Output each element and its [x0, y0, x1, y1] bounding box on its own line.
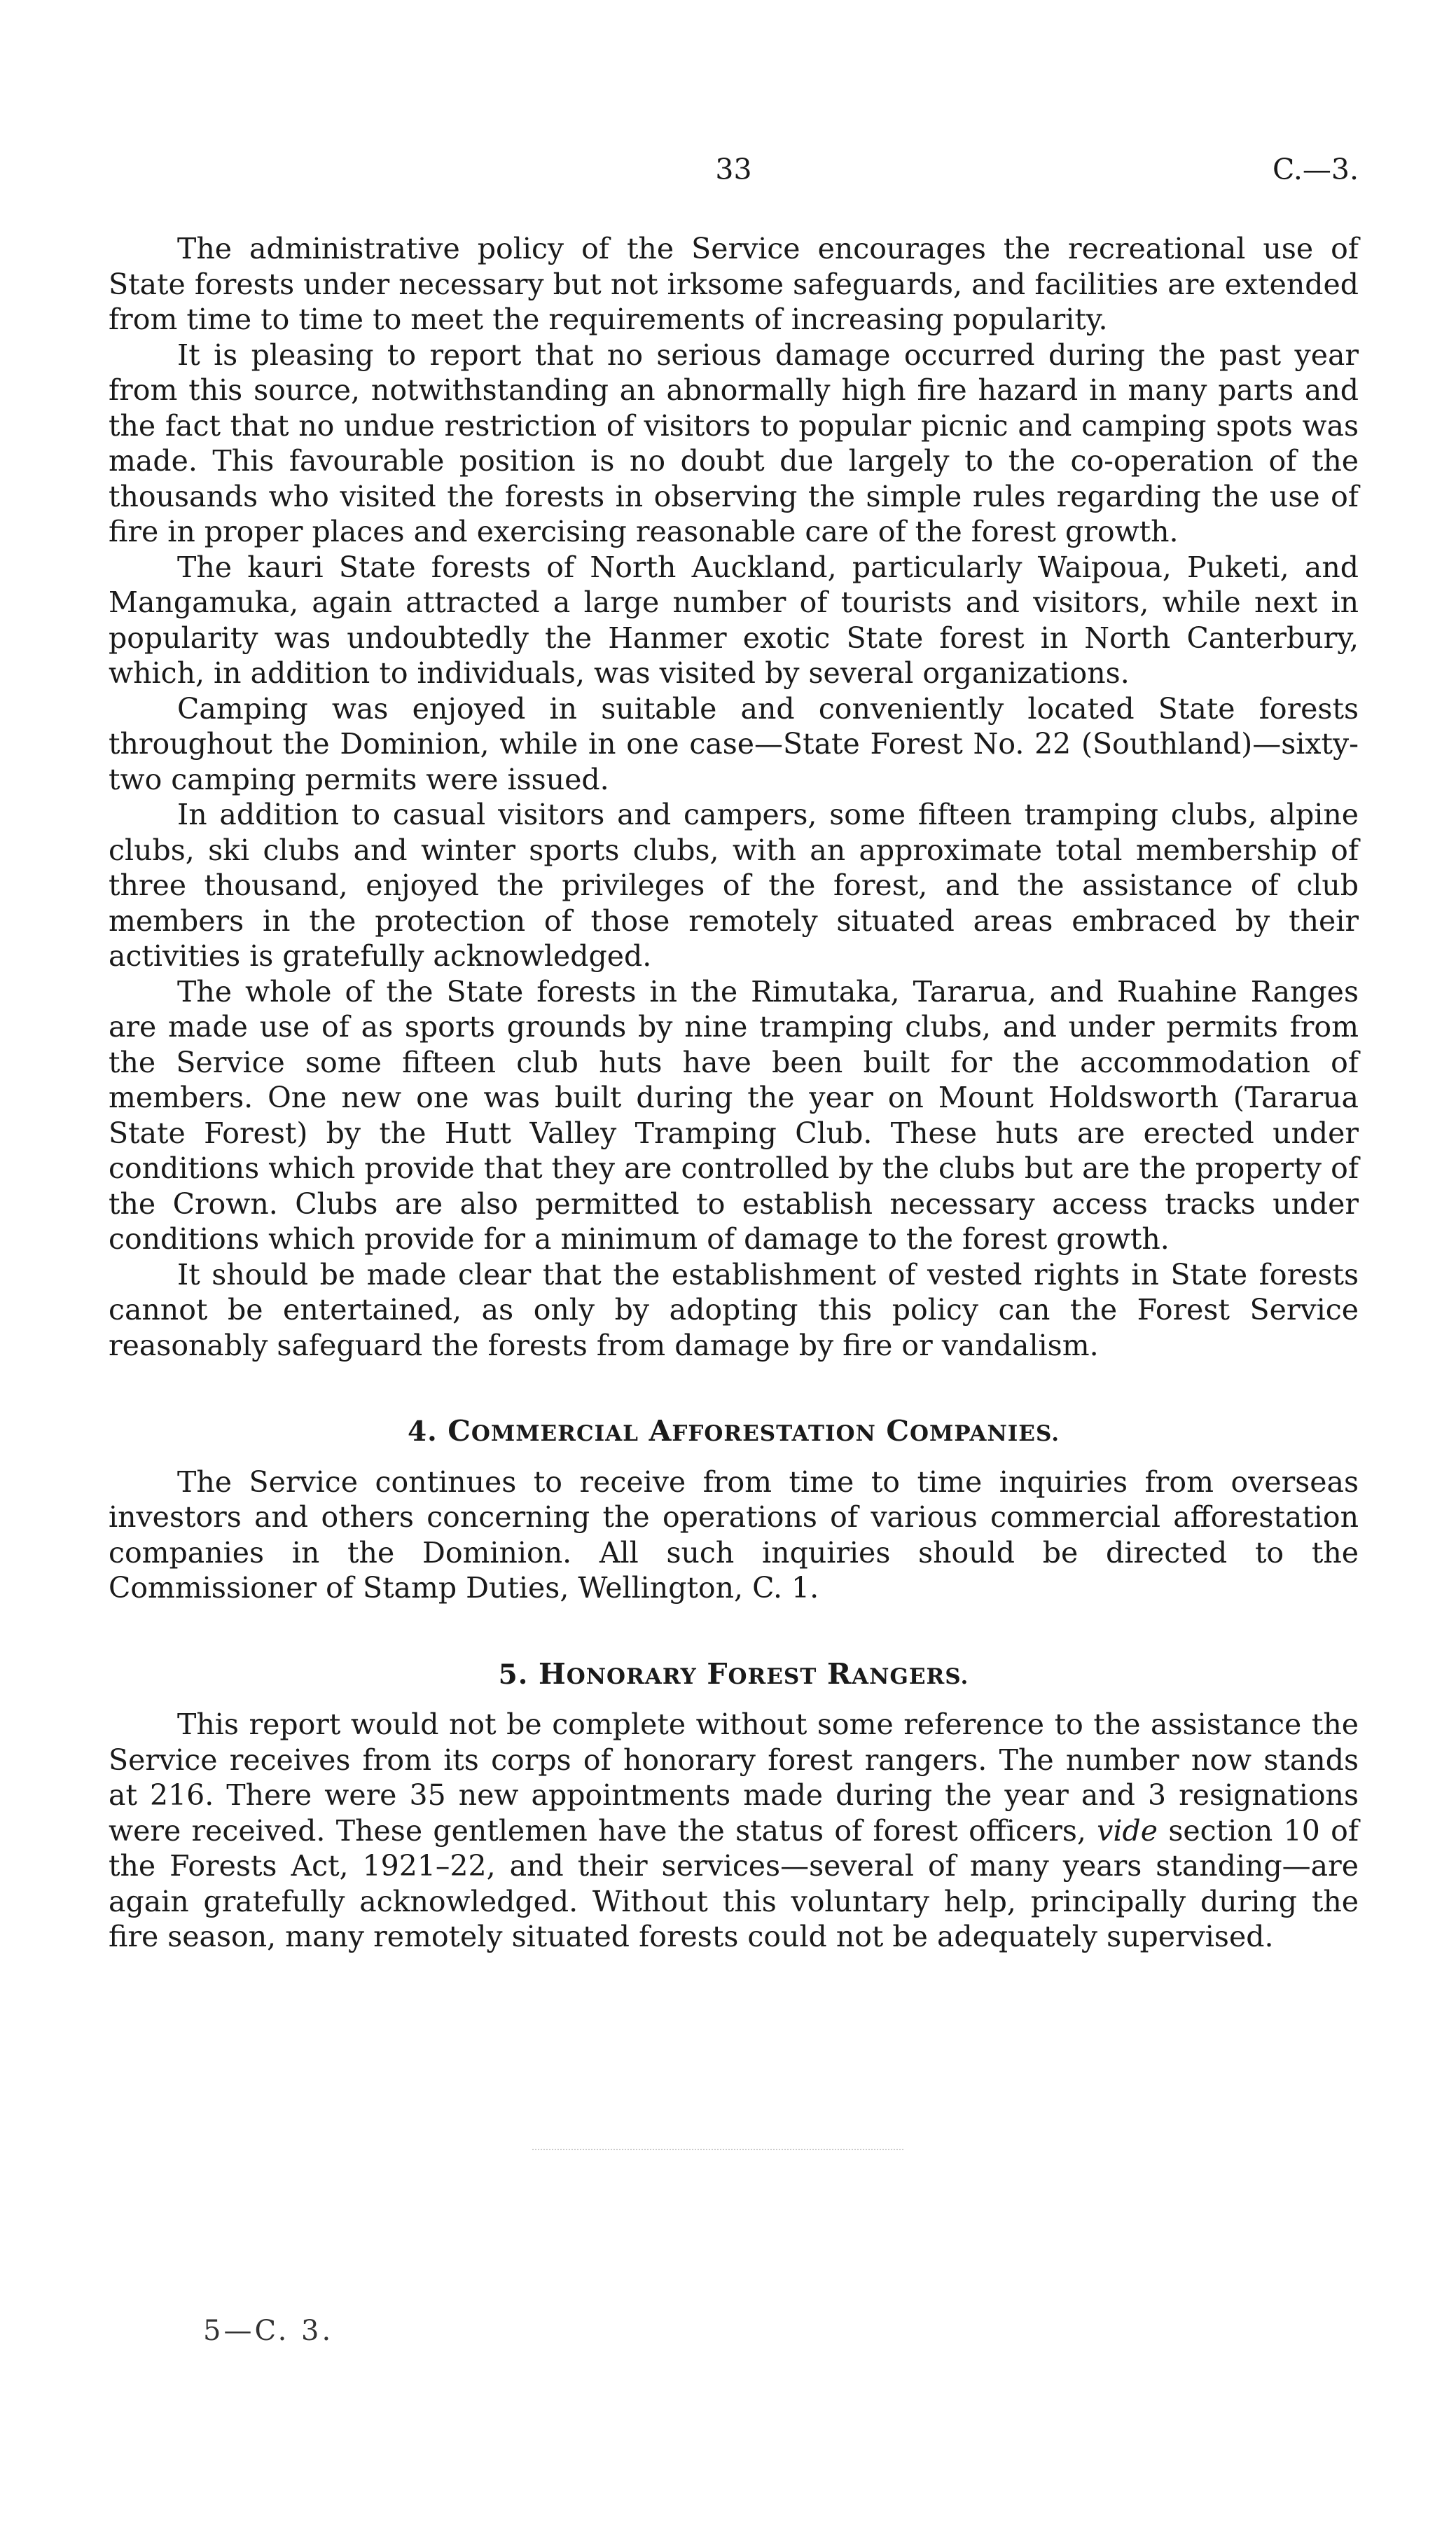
- paragraph-honorary-rangers: This report would not be complete without some reference to the assistance the Service receives from its corps of honorary forest rangers. The number now stands at 216. There were 35 new appointments made during the year and 3 resignations were received. These gentlemen have the status of forest officers, vide section 10 of the Forests Act, 1921–22, and their services—several of many years standing—are again gratefully acknowledged. Without this voluntary help, principally during the fire season, many remotely situated forests could not be adequately supervised.: [109, 1708, 1359, 1953]
- paragraph-commercial-afforestation: The Service continues to receive from time to time inquiries from overseas investors and others concerning the operations of various commercial afforestation companies in the Dominion. All such inquiries should be directed to the Commissioner of Stamp Duties, Wellington, C. 1.: [109, 1465, 1359, 1605]
- paragraph-recreational-policy: The administrative policy of the Service encourages the recreational use of State forests under necessary but not irksome safeguards, and facilities are extended from time to time to meet the requirements of increasing popularity.: [109, 232, 1359, 336]
- section-heading-honorary-rangers: 5. HONORARY FOREST RANGERS.: [498, 1656, 969, 1691]
- paragraph-vested-rights: It should be made clear that the establishment of vested rights in State forests cannot be entertained, as only by adopting this policy can the Forest Service reasonably safeguard the forests from damage by fire or vandalism.: [109, 1257, 1359, 1362]
- body-text: [109, 231, 1359, 1955]
- section-number: 4.: [407, 1415, 438, 1448]
- faint-divider: [532, 2149, 903, 2152]
- signature-mark: 5—C. 3.: [203, 2315, 334, 2347]
- page-number: 33: [715, 153, 752, 186]
- paragraph-club-huts: The whole of the State forests in the Rimutaka, Tararua, and Ruahine Ranges are made use of as sports grounds by nine tramping clubs, and under permits from the Service some fifteen club huts have been built for the accommodation of members. One new one was built during the year on Mount Holdsworth (Tararua State Forest) by the Hutt Valley Tramping Club. These huts are erected under conditions which provide that they are controlled by the clubs but are the property of the Crown. Clubs are also permitted to establish necessary access tracks under conditions which provide for a minimum of damage to the forest growth.: [109, 974, 1359, 1256]
- section-heading-commercial-afforestation: 4. COMMERCIAL AFFORESTATION COMPANIES.: [407, 1414, 1060, 1448]
- paragraph-camping: Camping was enjoyed in suitable and conveniently located State forests throughout the Dominion, while in one case—State Forest No. 22 (Southland)—sixty-two camping permits were issued.: [109, 691, 1359, 796]
- paragraph-clubs: In addition to casual visitors and campers, some fifteen tramping clubs, alpine clubs, ski clubs and winter sports clubs, with an approximate total membership of three thousand, enjoyed the privileges of the forest, and the assistance of club members in the protection of those remotely situated areas embraced by their activities is gratefully acknowledged.: [109, 798, 1359, 973]
- document-reference: C.—3.: [1272, 153, 1359, 186]
- page-header: [109, 153, 1359, 195]
- section-number: 5.: [498, 1658, 529, 1691]
- paragraph-fire-damage: It is pleasing to report that no serious damage occurred during the past year from this source, notwithstanding an abnormally high fire hazard in many parts and the fact that no undue restriction of visitors to popular picnic and camping spots was made. This favourable position is no doubt due largely to the co-operation of the thousands who visited the forests in observing the simple rules regarding the use of fire in proper places and exercising reasonable care of the forest growth.: [109, 338, 1359, 548]
- paragraph-kauri-forests: The kauri State forests of North Auckland, particularly Waipoua, Puketi, and Mangamuka, again attracted a large number of tourists and visitors, while next in popularity was undoubtedly the Hanmer exotic State forest in North Canterbury, which, in addition to individuals, was visited by several organizations.: [109, 550, 1359, 690]
- italic-vide: vide: [1097, 1813, 1158, 1848]
